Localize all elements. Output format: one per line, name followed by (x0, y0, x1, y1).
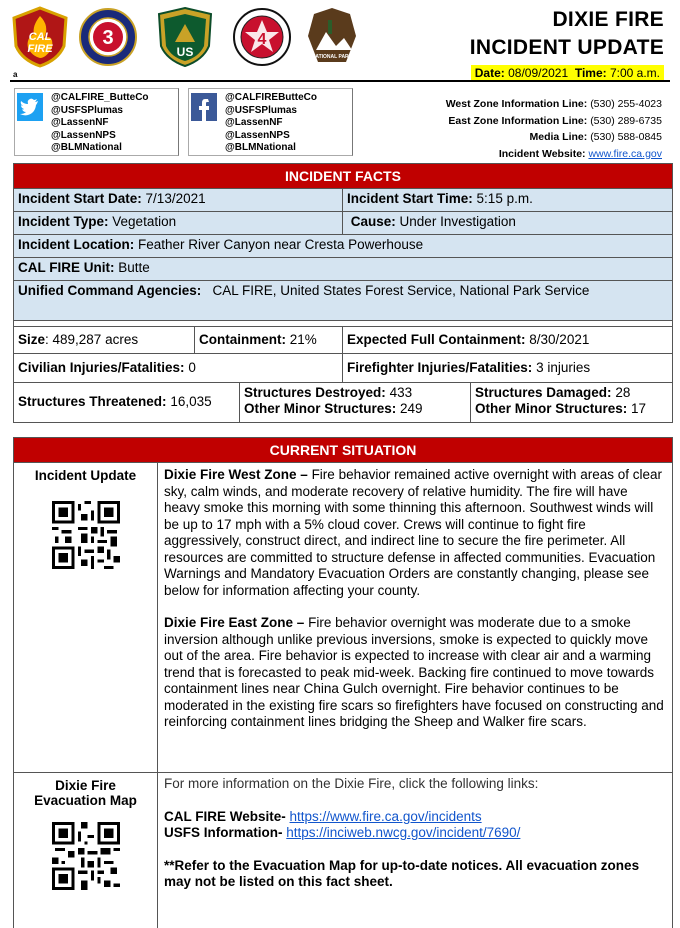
evacuation-map-label-cell (14, 773, 158, 928)
facebook-handle[interactable]: @CALFIREButteCo (225, 92, 317, 103)
usfs-link-line (164, 825, 666, 842)
qr-code-icon[interactable] (52, 501, 120, 569)
twitter-handle[interactable]: @BLMNational (51, 142, 122, 154)
location-value: Feather River Canyon near Cresta Powerhouse (138, 237, 424, 252)
incident-type-label: Incident Type: (18, 214, 109, 229)
title-block (470, 6, 664, 82)
location-cell (14, 235, 672, 257)
east-zone-text: Fire behavior overnight was moderate due to a smoke inversion although unlike previous inversions, smoke is expected to quickly move out of the area. Fire behavior is expected to increase with clear air and a warming trend that is forecasted to peak mid-week. Backing fire continued to move towards containment lines near China Gulch overnight. Fire behavior continues to be moderated in the existing fire scars so firefighters have focused on constructing and reinforcing containment lines bridging the Sheep and Walker fire scars. (164, 615, 664, 729)
structures-threatened-cell (14, 383, 240, 422)
document-title: DIXIE FIRE (552, 8, 664, 31)
east-zone-title: Dixie Fire East Zone – (164, 615, 305, 630)
incident-management-team-3-logo-icon (78, 6, 138, 68)
cal-fire-logo-icon (10, 6, 70, 68)
incident-type-value: Vegetation (112, 214, 177, 229)
facebook-handles-list (225, 92, 317, 155)
svg-text:US: US (176, 45, 194, 59)
east-zone-line (446, 113, 662, 130)
svg-text:CAL: CAL (28, 31, 52, 43)
expected-containment-value: 8/30/2021 (529, 332, 590, 347)
west-zone-text: Fire behavior remained active overnight with areas of clear sky, calm winds, and moderate recovery of relative humidity. The fire will have heavy smoke this morning with some thinning this afternoon. Southwest winds will be up to 17 mph with a 5% cloud cover. Crews will continue to fight fire aggressively, construct direct, and indirect line to secure the fire perimeter. All resources are committed to structure defense in affected communities. Evacuation Warnings and Mandatory Evacuation Orders are constantly changing, please see below for information affecting your county. (164, 467, 662, 598)
structures-damaged-cell (471, 383, 672, 422)
cause-value: Under Investigation (399, 214, 516, 229)
other-minor-destroyed-value: 249 (400, 401, 423, 416)
website-line (446, 146, 662, 163)
start-time-cell (343, 189, 672, 211)
twitter-handle[interactable]: @USFSPlumas (51, 104, 123, 116)
structures-destroyed-label: Structures Destroyed: (244, 385, 386, 400)
size-label: Size (18, 332, 46, 347)
start-date-label: Incident Start Date: (18, 191, 142, 206)
facebook-icon[interactable] (191, 93, 217, 121)
incident-type-cell (14, 212, 343, 234)
structures-destroyed-value: 433 (389, 385, 413, 400)
usfs-link-label: USFS Information- (164, 825, 283, 840)
svg-text:NATIONAL PARK: NATIONAL PARK (311, 54, 353, 60)
facebook-handle[interactable]: @LassenNPS (225, 129, 290, 141)
size-value: : 489,287 acres (45, 332, 139, 347)
california-interagency-team-4-logo-icon (232, 6, 292, 68)
containment-label: Containment: (199, 332, 286, 347)
start-date-cell (14, 189, 343, 211)
national-park-service-logo-icon (306, 6, 358, 68)
media-phone: (530) 588-0845 (590, 131, 662, 143)
other-minor-damaged-label: Other Minor Structures: (475, 401, 628, 416)
date-label: Date: (474, 66, 505, 80)
west-zone-title: Dixie Fire West Zone – (164, 467, 308, 482)
east-zone-phone: (530) 289-6735 (590, 114, 662, 127)
current-situation-header: CURRENT SITUATION (14, 438, 672, 462)
other-minor-destroyed-label: Other Minor Structures: (244, 401, 397, 416)
incident-update-label: Incident Update (34, 468, 137, 483)
calfire-link-line (164, 809, 666, 826)
civilian-injuries-label: Civilian Injuries/Fatalities: (18, 360, 185, 375)
date-value: 08/09/2021 (508, 66, 569, 80)
size-cell (14, 327, 195, 353)
incident-facts-header: INCIDENT FACTS (14, 164, 672, 188)
current-situation-table (13, 437, 673, 928)
start-date-value: 7/13/2021 (145, 191, 206, 206)
expected-containment-label: Expected Full Containment: (347, 332, 526, 347)
structures-destroyed-cell (240, 383, 471, 422)
website-label: Incident Website: (498, 147, 586, 160)
civilian-injuries-value: 0 (188, 360, 196, 375)
west-zone-label: West Zone Information Line: (445, 98, 588, 110)
twitter-icon[interactable] (17, 93, 43, 121)
forest-service-logo-icon (155, 6, 215, 68)
stray-mark: a (13, 70, 18, 79)
cause-label: Cause: (350, 214, 396, 229)
twitter-handle[interactable]: @LassenNF (51, 117, 109, 129)
date-time-highlight (471, 65, 664, 81)
header-divider (10, 80, 670, 82)
containment-cell (195, 327, 343, 353)
facebook-handle[interactable]: @LassenNF (225, 117, 283, 129)
agencies-cell (14, 281, 672, 320)
twitter-handles-box (14, 88, 179, 156)
evacuation-map-label-line1: Dixie Fire (55, 778, 116, 793)
east-zone-label: East Zone Information Line: (448, 114, 588, 127)
civilian-injuries-cell (14, 354, 343, 382)
structures-damaged-label: Structures Damaged: (475, 385, 612, 400)
location-label: Incident Location: (18, 237, 135, 252)
facebook-handle[interactable]: @USFSPlumas (225, 104, 297, 116)
start-time-value: 5:15 p.m. (476, 191, 533, 206)
agencies-label: Unified Command Agencies: (18, 283, 202, 298)
cause-cell (343, 212, 672, 234)
svg-text:4: 4 (257, 31, 267, 48)
facebook-handles-box (188, 88, 353, 156)
incident-update-content (158, 463, 672, 772)
calfire-link-label: CAL FIRE Website- (164, 808, 286, 824)
facebook-handle[interactable]: @BLMNational (225, 142, 296, 154)
firefighter-injuries-cell (343, 354, 672, 382)
unit-label: CAL FIRE Unit: (18, 260, 115, 275)
other-minor-damaged-value: 17 (631, 401, 647, 416)
evacuation-note: **Refer to the Evacuation Map for up-to-date notices. All evacuation zones may not be listed on this fact sheet. (164, 857, 640, 889)
start-time-label: Incident Start Time: (347, 191, 473, 206)
twitter-handles-list (51, 92, 149, 155)
evacuation-map-label-line2: Evacuation Map (34, 793, 137, 808)
incident-website-link[interactable]: www.fire.ca.gov (588, 147, 662, 160)
media-label: Media Line: (529, 131, 588, 143)
document-subtitle: INCIDENT UPDATE (469, 36, 664, 59)
west-zone-line (446, 96, 662, 113)
svg-text:3: 3 (102, 27, 114, 49)
firefighter-injuries-value: 3 injuries (536, 360, 591, 375)
media-line (446, 129, 662, 146)
unit-value: Butte (118, 260, 150, 275)
qr-code-icon[interactable] (52, 822, 120, 890)
twitter-handle[interactable]: @LassenNPS (51, 129, 116, 141)
svg-text:FIRE: FIRE (27, 43, 53, 55)
time-value: 7:00 a.m. (609, 66, 660, 80)
calfire-incidents-link[interactable]: https://www.fire.ca.gov/incidents (289, 808, 482, 824)
usfs-inciweb-link[interactable]: https://inciweb.nwcg.gov/incident/7690/ (286, 825, 521, 840)
west-zone-phone: (530) 255-4023 (590, 98, 662, 110)
structures-threatened-value: 16,035 (170, 394, 212, 409)
incident-facts-table (13, 163, 673, 423)
incident-update-label-cell (14, 463, 158, 772)
structures-threatened-label: Structures Threatened: (18, 394, 167, 409)
east-zone-paragraph (164, 615, 666, 731)
time-label: Time: (574, 66, 607, 80)
firefighter-injuries-label: Firefighter Injuries/Fatalities: (347, 360, 533, 375)
twitter-handle[interactable]: @CALFIRE_ButteCo (51, 92, 149, 103)
structures-damaged-value: 28 (615, 385, 631, 400)
expected-containment-cell (343, 327, 672, 353)
containment-value: 21% (289, 332, 317, 347)
unit-cell (14, 258, 672, 280)
contact-lines (446, 96, 662, 162)
evacuation-map-content (158, 773, 672, 928)
west-zone-paragraph (164, 467, 666, 599)
more-info-text: For more information on the Dixie Fire, click the following links: (164, 776, 539, 791)
agencies-value: CAL FIRE, United States Forest Service, National Park Service (212, 283, 590, 298)
